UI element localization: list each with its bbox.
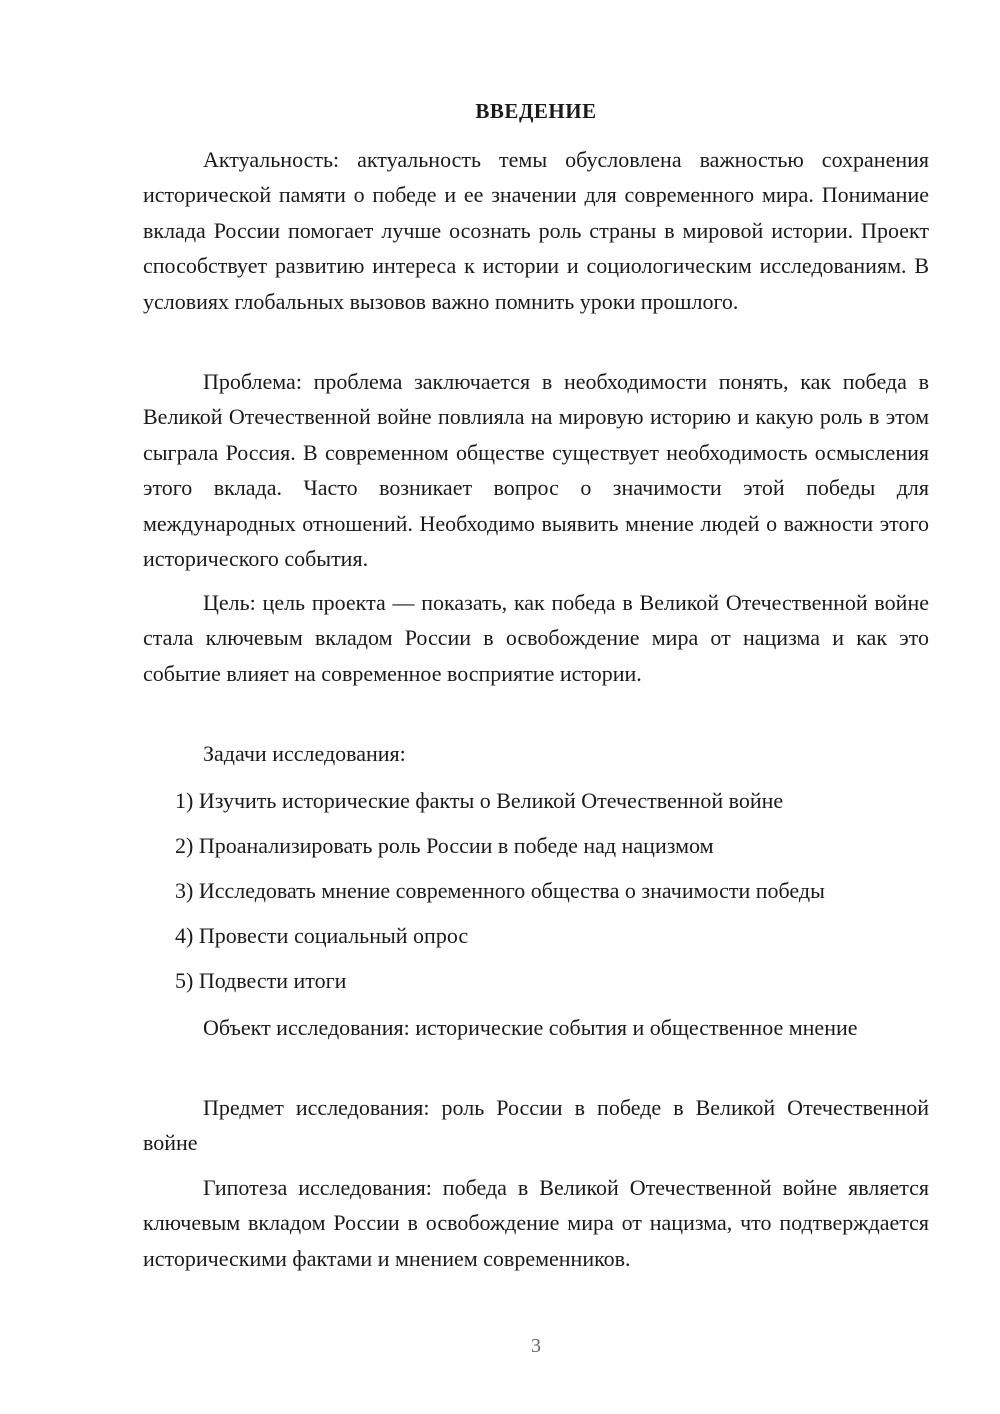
task-item-3: 3) Исследовать мнение современного общества о значимости победы	[175, 878, 825, 903]
paragraph-hypothesis: Гипотеза исследования: победа в Великой Отечественной войне является ключевым вкладом России в освобождение мира от нацизма, что подтверждается историческими фактами и мнением современников.	[143, 1175, 929, 1271]
task-item-5: 5) Подвести итоги	[175, 968, 347, 993]
tasks-heading: Задачи исследования:	[203, 741, 406, 766]
section-title: ВВЕДЕНИЕ	[475, 99, 597, 123]
paragraph-goal: Цель: цель проекта — показать, как победа в Великой Отечественной войне стала ключевым вкладом России в освобождение мира от нацизма и как это событие влияет на современное восприятие истории.	[143, 590, 929, 686]
paragraph-object: Объект исследования: исторические события и общественное мнение	[203, 1015, 858, 1040]
paragraph-problem: Проблема: проблема заключается в необходимости понять, как победа в Великой Отечественной войне повлияла на мировую историю и какую роль в этом сыграла Россия. В современном обществе существует необходимость осмысления этого вклада. Часто возникает вопрос о значимости этой победы для международных отношений. Необходимо выявить мнение людей о важности этого исторического события.	[143, 369, 929, 572]
paragraph-actuality: Актуальность: актуальность темы обусловлена важностью сохранения исторической памяти о победе и ее значении для современного мира. Понимание вклада России помогает лучше осознать роль страны в мировой истории. Проект способствует развитию интереса к истории и социологическим исследованиям. В условиях глобальных вызовов важно помнить уроки прошлого.	[143, 147, 929, 314]
task-item-2: 2) Проанализировать роль России в победе над нацизмом	[175, 833, 714, 858]
paragraph-subject: Предмет исследования: роль России в победе в Великой Отечественной войне	[143, 1095, 929, 1156]
task-item-1: 1) Изучить исторические факты о Великой Отечественной войне	[175, 788, 784, 813]
page-number: 3	[531, 1335, 541, 1357]
task-item-4: 4) Провести социальный опрос	[175, 923, 469, 948]
